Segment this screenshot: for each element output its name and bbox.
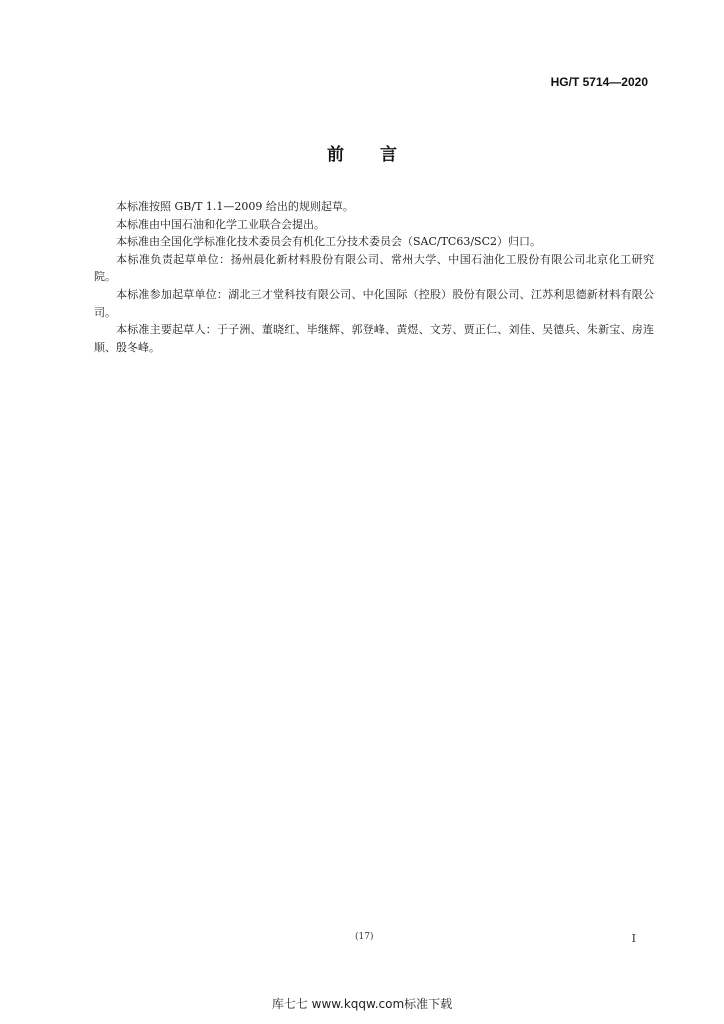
paragraph-proposer: 本标准由中国石油和化学工业联合会提出。 <box>116 217 325 231</box>
paragraph-participating-drafters: 本标准参加起草单位：湖北三才堂科技有限公司、中化国际（控股）股份有限公司、江苏利思德新材料有限公司。 <box>94 287 654 319</box>
paragraph-responsible-drafters: 本标准负责起草单位：扬州晨化新材料股份有限公司、常州大学、中国石油化工股份有限公司北京化工研究院。 <box>94 252 654 284</box>
paragraph-committee: 本标准由全国化学标准化技术委员会有机化工分技术委员会（SAC/TC63/SC2）归口。 <box>116 235 542 249</box>
standard-number: HG/T 5714—2020 <box>550 75 648 89</box>
footer-watermark: 库七七 www.kqqw.com标准下载 <box>271 997 453 1011</box>
page-number: I <box>631 932 636 945</box>
margin-page-marker: (17) <box>355 932 374 942</box>
paragraph-drafting-rules: 本标准按照 GB/T 1.1—2009 给出的规则起草。 <box>116 200 354 213</box>
page-title: 前言 <box>327 145 433 165</box>
document-body <box>94 198 654 356</box>
paragraph-main-drafters: 本标准主要起草人：于子洲、董晓红、毕继辉、郭登峰、黄煜、文芳、贾正仁、刘佳、吴德兵、朱新宝、房连顺、殷冬峰。 <box>94 323 654 354</box>
